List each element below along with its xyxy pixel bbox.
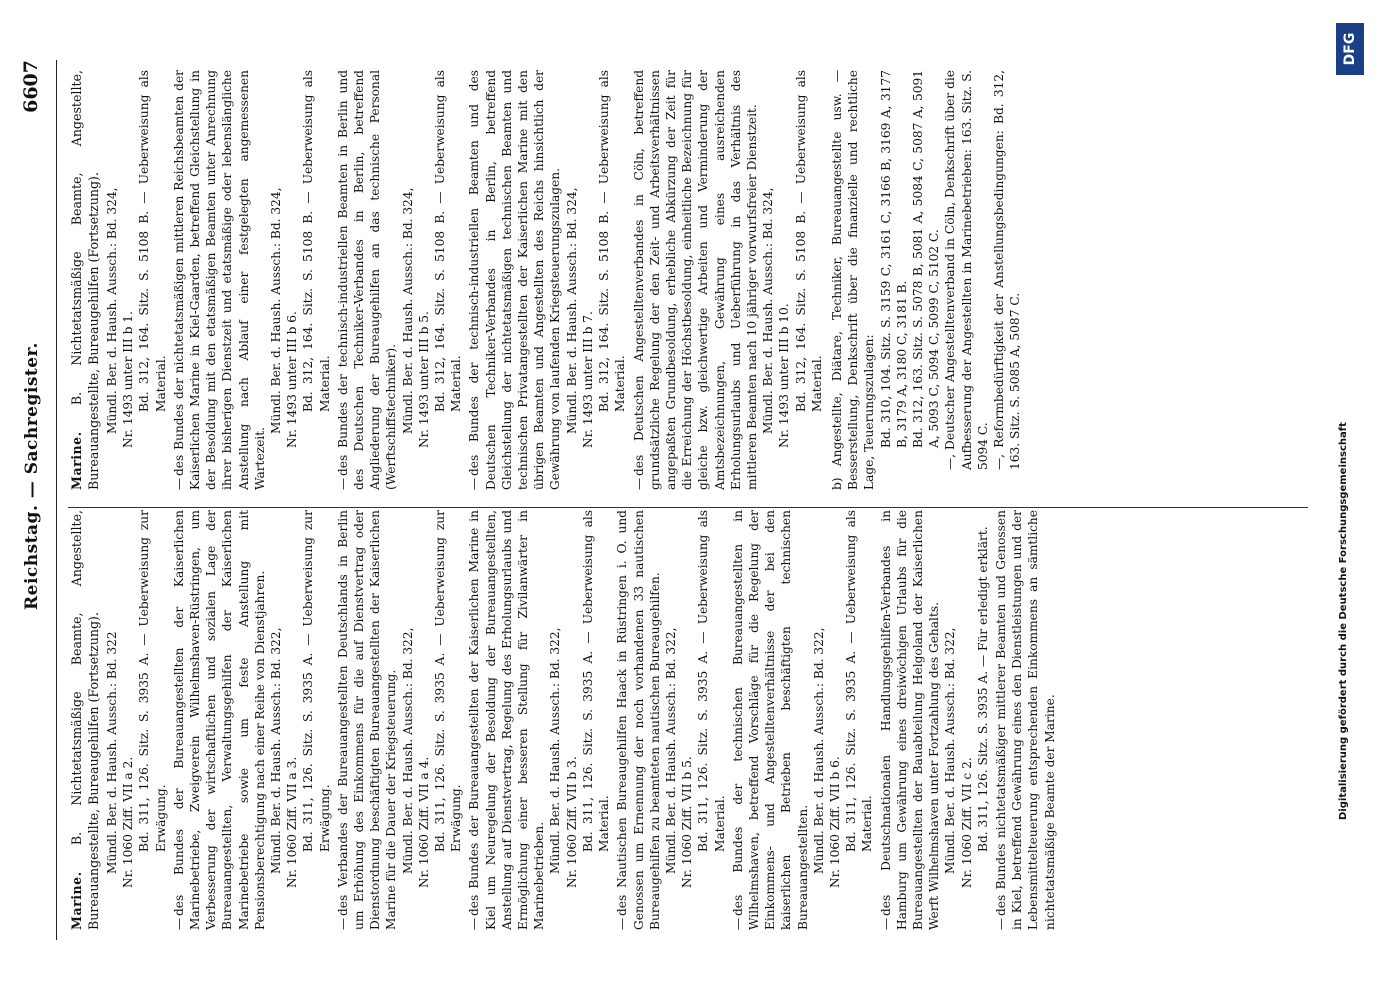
entry-text bbox=[171, 510, 268, 930]
entry-reference: Nr. 1060 Ziff. VII b 6. bbox=[827, 756, 842, 888]
register-entry bbox=[171, 70, 333, 490]
entry-dash: — bbox=[467, 477, 482, 490]
entry-dash: — bbox=[335, 477, 350, 490]
right-column bbox=[68, 70, 1023, 490]
entry-reference: Bd. 311, 126. Sitz. S. 3935 A. — Ueberweisung zur Erwägung. bbox=[137, 510, 168, 852]
entry-text bbox=[631, 70, 761, 490]
entry-reference: Mündl. Ber. d. Haush. Aussch.: Bd. 324, bbox=[105, 187, 119, 434]
entry-reference: Mündl. Ber. d. Haush. Aussch.: Bd. 324, bbox=[400, 187, 415, 434]
right-column-heading bbox=[68, 70, 102, 490]
heading-key: Marine. bbox=[69, 871, 84, 930]
entry-dash: — bbox=[335, 917, 350, 930]
register-entry bbox=[878, 510, 991, 930]
page-header bbox=[10, 60, 57, 940]
heading-key: Marine. bbox=[69, 431, 84, 490]
entry-reference: Mündl. Ber. d. Haush. Aussch.: Bd. 322, bbox=[663, 627, 678, 874]
entry-text bbox=[993, 510, 1058, 930]
entry-reference: Nr. 1060 Ziff. VII b 3. bbox=[564, 756, 579, 888]
entry-text bbox=[171, 70, 268, 490]
register-entry bbox=[104, 510, 169, 930]
subsection-text: Angestellte, Diätare, Techniker, Bureauangestellte usw. — Besserstellung, Denkschrift über die finanzielle und rechtliche Lage, Teuerungszulagen: bbox=[829, 69, 877, 490]
column-divider bbox=[68, 507, 1308, 508]
register-entry bbox=[466, 70, 628, 490]
register-entry bbox=[993, 510, 1058, 930]
entry-reference: Bd. 311, 126. Sitz. S. 3935 A. — Ueberweisung zur Erwägung. bbox=[301, 510, 332, 852]
entry-reference: Nr. 1060 Ziff. VII a 4. bbox=[416, 756, 431, 888]
entry-dash: — bbox=[171, 917, 186, 930]
subsection-heading bbox=[829, 70, 878, 490]
entry-dash: — bbox=[467, 917, 482, 930]
entry-text bbox=[878, 510, 943, 930]
entry-reference: Bd. 311, 126. Sitz. S. 3935 A. — Ueberweisung als Material. bbox=[844, 510, 875, 852]
entry-reference: Nr. 1060 Ziff. VII b 5. bbox=[680, 756, 695, 888]
entry-text bbox=[730, 510, 811, 930]
entry-reference: Bd. 312, 164. Sitz. S. 5108 B. — Ueberweisung als Material. bbox=[433, 70, 464, 412]
subsection-reference: Bd. 312, 163. Sitz. S. 5078 B, 5081 A, 5084 C, 5087 A, 5091 A, 5093 C, 5094 C, 5099 C, 5102 C. bbox=[910, 70, 942, 448]
heading-text: B. Nichtetatsmäßige Beamte, Angestellte, Bureauangestellte, Bureaugehilfen (Fortsetzung). bbox=[69, 70, 101, 490]
register-entry bbox=[171, 510, 333, 930]
running-title: Reichstag. — Sachregister. bbox=[22, 342, 42, 610]
entry-reference: Nr. 1060 Ziff. VII a 2. bbox=[121, 756, 136, 888]
subsection-item: —, Deutscher Angestelltenverband in Cöln, Denkschrift über die Aufbesserung der Angestellten in Marinebetrieben: 163. Sitz. S. 5094 C. bbox=[943, 70, 990, 470]
register-entry bbox=[730, 510, 876, 930]
dfg-logo: DFG bbox=[1336, 23, 1364, 75]
entry-reference: Bd. 311, 126. Sitz. S. 3935 A. — Ueberweisung als Material. bbox=[696, 510, 727, 852]
entry-reference: Mündl. Ber. d. Haush. Aussch.: Bd. 322 bbox=[105, 631, 119, 874]
entry-reference: Nr. 1493 unter III b 1. bbox=[121, 311, 136, 448]
entry-text bbox=[614, 510, 663, 930]
entry-dash: — bbox=[993, 917, 1008, 930]
entry-text bbox=[466, 70, 563, 490]
digitization-note: Digitalisierung gefördert durch die Deutsche Forschungsgemeinschaft bbox=[1338, 422, 1349, 820]
register-entry bbox=[104, 70, 169, 490]
entry-reference: Bd. 311, 126. Sitz. S. 3935 A. — Für erledigt erklärt. bbox=[975, 526, 990, 852]
subsection-item: —, Reformbedürftigkeit der Anstellungsbedingungen: Bd. 312, 163. Sitz. S. 5085 A, 5087 C. bbox=[991, 70, 1023, 470]
entry-dash: — bbox=[171, 477, 186, 490]
heading-text: B. Nichtetatsmäßige Beamte, Angestellte, Bureauangestellte, Bureaugehilfen (Fortsetzung). bbox=[69, 510, 101, 930]
entry-reference: Mündl. Ber. d. Haush. Aussch.: Bd. 322, bbox=[943, 627, 958, 874]
entry-reference: Bd. 311, 126. Sitz. S. 3935 A. — Ueberweisung zur Erwägung. bbox=[433, 510, 464, 852]
entry-dash: — bbox=[878, 917, 893, 930]
entry-reference: Bd. 312, 164. Sitz. S. 5108 B. — Ueberweisung als Material. bbox=[793, 70, 824, 412]
entry-subject: des Bundes der Bureauangestellten der Kaiserlichen Marinebetriebe, Zweigverein Wilhelmshaven-Rüstringen, um Verbesserung der wirtschaftlichen und sozialen Lage der Bureauangestellten, Verwaltungsgehilfen der Kaiserlichen Marinebetriebe sowie um feste Anstellung mit Pensionsberechtigung nach einer Reihe von Dienstjahren. bbox=[171, 510, 267, 930]
entry-reference: Mündl. Ber. d. Haush. Aussch.: Bd. 322, bbox=[400, 627, 415, 874]
subsection-b bbox=[829, 70, 1023, 490]
register-entry bbox=[466, 510, 612, 930]
entry-reference: Mündl. Ber. d. Haush. Aussch.: Bd. 324, bbox=[761, 187, 776, 434]
entry-subject: des Deutschen Angestelltenverbandes in Cöln, betreffend grundsätzliche Regelung der den Zeit- und Arbeitsverhältnissen angepaßten Grundbesoldung, erhebliche Abkürzung der Zeit für die Erreichung der Höchstbesoldung, einheitliche Bezeichnung für gleiche bzw. gleichwertige Arbeiten und Verminderung der Amtsbezeichnungen, Gewährung eines ausreichenden Erholungsurlaubs und Ueberführung in das Verhältnis des mittleren Beamten nach 10 jähriger vorwurfsfreier Dienstzeit. bbox=[631, 70, 759, 490]
register-entry bbox=[631, 70, 825, 490]
entry-subject: des Bundes der technischen Bureauangestellten in Wilhelmshaven, betreffend Vorschläge für die Regelung der Einkommens- und Angestelltenverhältnisse der bei den kaiserlichen Betrieben beschäftigten technischen Bureauangestellten. bbox=[730, 510, 810, 930]
entry-reference: Bd. 312, 164. Sitz. S. 5108 B. — Ueberweisung als Material. bbox=[597, 70, 628, 412]
entry-subject: des Bundes der technisch-industriellen Beamten in Berlin und des Deutschen Techniker-Verbandes in Berlin, betreffend Angliederung der Bureaugehilfen an das technische Personal (Werftschiffstechniker). bbox=[335, 70, 399, 490]
entry-reference: Nr. 1493 unter III b 10. bbox=[777, 303, 792, 448]
entry-reference: Mündl. Ber. d. Haush. Aussch.: Bd. 322, bbox=[269, 627, 284, 874]
entry-subject: des Verbandes der Bureauangestellten Deutschlands in Berlin um Erhöhung des Einkommens für die auf Dienstvertrag oder Dienstordnung beschäftigten Bureauangestellten der Kaiserlichen Marine für die Dauer der Kriegsteuerung. bbox=[335, 510, 399, 930]
entry-reference: Nr. 1060 Ziff. VII a 3. bbox=[285, 756, 300, 888]
entry-subject: des Bundes der technisch-industriellen Beamten und des Deutschen Techniker-Verbandes in Berlin, betreffend Gleichstellung der nichtetatsmäßigen technischen Beamten und technischen Privatangestellten der Kaiserlichen Marine mit den übrigen Beamten und Angestellten des Reichs hinsichtlich der Gewährung von laufenden Kriegsteuerungszulagen. bbox=[467, 70, 563, 490]
entry-text bbox=[335, 510, 400, 930]
register-entry bbox=[335, 70, 465, 490]
subsection-reference: Bd. 310, 104. Sitz. S. 3159 C, 3161 C, 3166 B, 3169 A, 3177 B, 3179 A, 3180 C, 3181 B. bbox=[878, 70, 909, 448]
entry-subject: des Bundes der nichtetatsmäßigen mittleren Reichsbeamten der Kaiserlichen Marine in Kiel-Gaarden, betreffend Gleichstellung in der Besoldung mit den etatsmäßigen Beamten unter Anrechnung ihrer bisherigen Dienstzeit und etatsmäßige oder lebenslängliche Anstellung nach Ablauf einer festgelegten angemessenen Wartezeit. bbox=[171, 70, 267, 490]
entry-subject: des Deutschnationalen Handlungsgehilfen-Verbandes in Hamburg um Gewährung eines dreiwöchigen Urlaubs für die Bureauangestellten der Bauabteilung Helgoland der Kaiserlichen Werft Wilhelmshaven unter Fortzahlung des Gehalts. bbox=[878, 510, 942, 930]
left-column bbox=[68, 510, 1058, 930]
entry-reference: Nr. 1493 unter III b 5. bbox=[416, 311, 431, 448]
entry-dash: — bbox=[730, 917, 745, 930]
entry-reference: Nr. 1060 Ziff. VII c 2. bbox=[959, 757, 974, 888]
entry-text bbox=[466, 510, 547, 930]
entry-reference: Bd. 312, 164. Sitz. S. 5108 B. — Ueberweisung als Material. bbox=[301, 70, 332, 412]
entry-reference: Bd. 312, 164. Sitz. S. 5108 B. — Ueberweisung als Material. bbox=[137, 70, 168, 412]
entry-reference: Nr. 1493 unter III b 7. bbox=[580, 311, 595, 448]
entry-reference: Mündl. Ber. d. Haush. Aussch.: Bd. 322, bbox=[548, 627, 563, 874]
entry-reference: Nr. 1493 unter III b 6. bbox=[285, 311, 300, 448]
entry-subject: des Bundes nichtetatsmäßiger mittlerer Beamten und Genossen in Kiel, betreffend Gewährung eines den Dienstleistungen und der Lebensmittelteuerung entsprechenden Einkommens an sämtliche nichtetatsmäßige Beamte der Marine. bbox=[993, 510, 1057, 930]
entry-reference: Mündl. Ber. d. Haush. Aussch.: Bd. 324, bbox=[269, 187, 284, 434]
register-entry bbox=[335, 510, 465, 930]
entry-subject: des Bundes der Bureauangestellten der Kaiserlichen Marine in Kiel um Neuregelung der Besoldung der Bureauangestellten, Anstellung auf Dienstvertrag, Regelung des Erholungsurlaubs und Ermöglichung einer besseren Stellung für Zivilanwärter in Marinebetrieben. bbox=[467, 510, 547, 930]
entry-reference: Bd. 311, 126. Sitz. S. 3935 A. — Ueberweisung als Material. bbox=[580, 510, 612, 852]
page-number: 6607 bbox=[20, 60, 42, 113]
entry-text bbox=[335, 70, 400, 490]
entry-dash: — bbox=[615, 917, 630, 930]
entry-subject: des Nautischen Bureaugehilfen Haack in Rüstringen i. O. und Genossen um Ernennung der noch vorhandenen 33 nautischen Bureaugehilfen zu beamteten nautischen Bureaugehilfen. bbox=[615, 510, 662, 930]
entry-reference: Mündl. Ber. d. Haush. Aussch.: Bd. 324, bbox=[564, 187, 579, 434]
entry-dash: — bbox=[631, 477, 646, 490]
register-entry bbox=[614, 510, 727, 930]
subsection-label: b) bbox=[829, 477, 844, 490]
left-column-heading bbox=[68, 510, 102, 930]
entry-reference: Mündl. Ber. d. Haush. Aussch.: Bd. 322, bbox=[811, 627, 826, 874]
